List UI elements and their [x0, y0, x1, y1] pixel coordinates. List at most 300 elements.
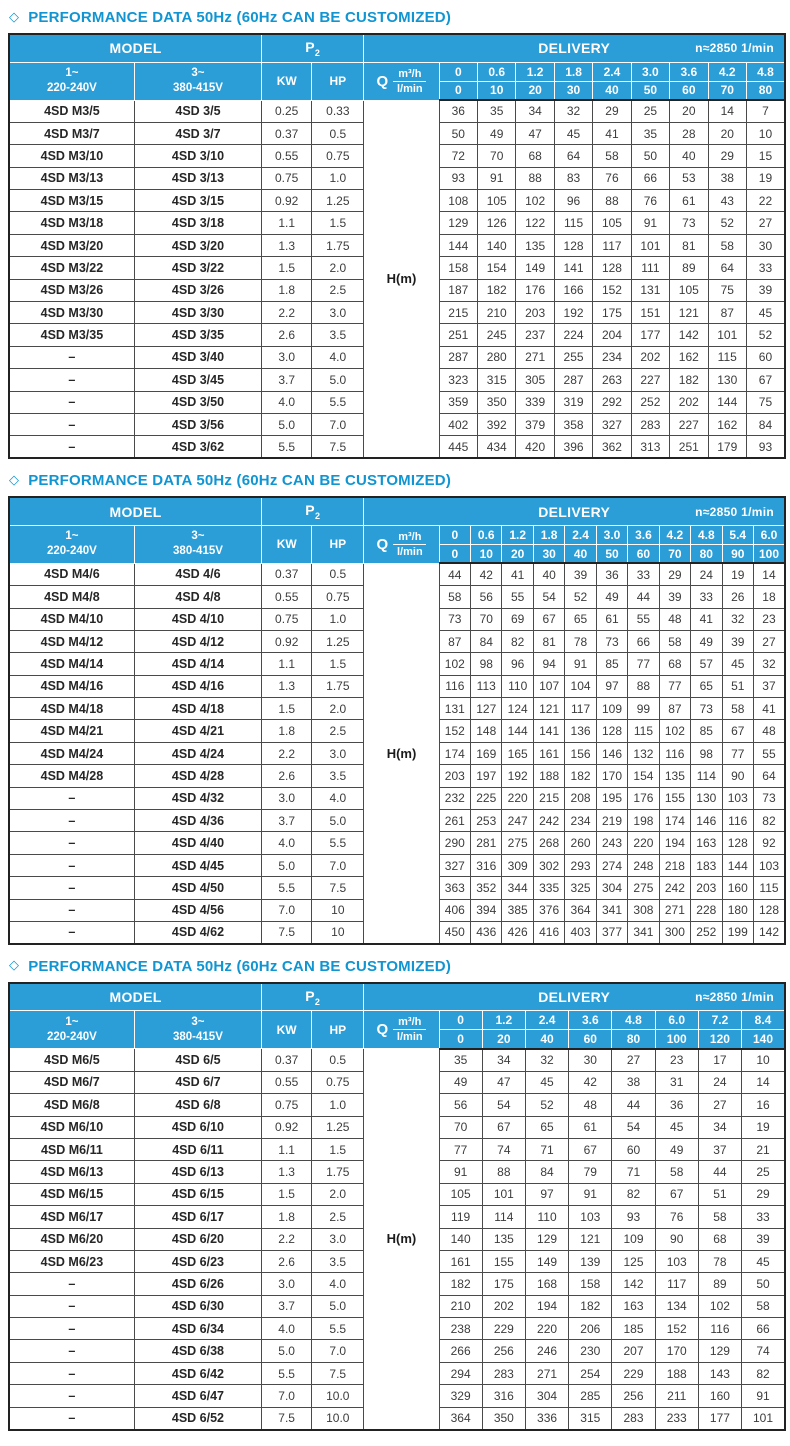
head-value-cell: 33	[746, 257, 785, 279]
flow-lmin-value: 40	[525, 1030, 568, 1049]
model-3ph-cell: 4SD 3/20	[134, 234, 261, 256]
head-value-cell: 55	[753, 742, 785, 764]
head-value-cell: 58	[698, 1206, 741, 1228]
model-1ph-cell: 4SD M3/35	[9, 324, 134, 346]
head-value-cell: 215	[439, 302, 477, 324]
head-value-cell: 121	[533, 698, 564, 720]
head-value-cell: 290	[439, 832, 470, 854]
head-value-cell: 197	[471, 765, 502, 787]
head-value-cell: 82	[502, 630, 533, 652]
head-value-cell: 260	[565, 832, 596, 854]
model-3ph-cell: 4SD 3/5	[134, 100, 261, 122]
speed-label: n≈2850 1/min	[695, 41, 774, 56]
head-value-cell: 49	[439, 1071, 482, 1093]
kw-cell: 1.3	[262, 1161, 312, 1183]
head-value-cell: 29	[593, 100, 631, 122]
head-value-cell: 103	[655, 1250, 698, 1272]
head-value-cell: 142	[670, 324, 708, 346]
section-title-text: PERFORMANCE DATA 50Hz (60Hz CAN BE CUSTOMIZED)	[28, 957, 452, 975]
head-value-cell: 33	[691, 586, 722, 608]
head-value-cell: 70	[478, 145, 516, 167]
head-value-cell: 31	[655, 1071, 698, 1093]
kw-cell: 2.2	[262, 742, 312, 764]
head-value-cell: 82	[742, 1362, 785, 1384]
model-3ph-cell: 4SD 4/36	[134, 810, 261, 832]
model-1ph-cell: 4SD M4/6	[9, 563, 134, 585]
head-value-cell: 82	[612, 1183, 655, 1205]
head-value-cell: 139	[569, 1250, 612, 1272]
head-value-cell: 58	[593, 145, 631, 167]
head-value-cell: 51	[698, 1183, 741, 1205]
kw-cell: 0.37	[262, 563, 312, 585]
head-value-cell: 54	[482, 1094, 525, 1116]
head-value-cell: 169	[471, 742, 502, 764]
model-1ph-cell: –	[9, 436, 134, 458]
head-value-cell: 122	[516, 212, 554, 234]
head-value-cell: 362	[593, 436, 631, 458]
model-header: MODEL	[9, 497, 262, 525]
flow-unit-m3h: m³/h	[393, 68, 426, 82]
model-1ph-cell: 4SD M6/17	[9, 1206, 134, 1228]
head-value-cell: 215	[533, 787, 564, 809]
model-3ph-cell: 4SD 3/30	[134, 302, 261, 324]
hp-cell: 5.0	[312, 810, 364, 832]
flow-lmin-value: 70	[659, 544, 690, 563]
head-value-cell: 52	[525, 1094, 568, 1116]
head-value-cell: 29	[659, 563, 690, 585]
head-value-cell: 102	[698, 1295, 741, 1317]
q-header	[364, 62, 439, 100]
model-3ph-cell: 4SD 6/23	[134, 1250, 261, 1272]
head-value-cell: 41	[691, 608, 722, 630]
head-value-cell: 117	[655, 1273, 698, 1295]
kw-cell: 0.55	[262, 145, 312, 167]
hp-cell: 3.5	[312, 1250, 364, 1272]
head-value-cell: 228	[691, 899, 722, 921]
head-value-cell: 99	[628, 698, 659, 720]
head-value-cell: 41	[502, 563, 533, 585]
hp-header: HP	[312, 525, 364, 563]
head-value-cell: 108	[439, 190, 477, 212]
head-value-cell: 114	[691, 765, 722, 787]
head-value-cell: 22	[746, 190, 785, 212]
model-1ph-cell: –	[9, 1295, 134, 1317]
head-value-cell: 255	[554, 346, 592, 368]
head-value-cell: 179	[708, 436, 746, 458]
q-label: Q	[376, 1021, 389, 1039]
head-value-cell: 105	[670, 279, 708, 301]
hp-cell: 7.5	[312, 436, 364, 458]
header-row-top	[9, 497, 785, 525]
hp-cell: 1.0	[312, 608, 364, 630]
head-value-cell: 126	[478, 212, 516, 234]
section-title-text: PERFORMANCE DATA 50Hz (60Hz CAN BE CUSTOMIZED)	[28, 9, 452, 26]
head-value-cell: 253	[471, 810, 502, 832]
head-value-cell: 58	[722, 698, 753, 720]
head-value-cell: 271	[659, 899, 690, 921]
head-value-cell: 29	[742, 1183, 785, 1205]
head-value-cell: 41	[753, 698, 785, 720]
head-value-cell: 105	[439, 1183, 482, 1205]
model-1ph-cell: –	[9, 899, 134, 921]
head-value-cell: 33	[742, 1206, 785, 1228]
head-value-cell: 207	[612, 1340, 655, 1362]
head-value-cell: 35	[439, 1049, 482, 1071]
model-3ph-cell: 4SD 6/7	[134, 1071, 261, 1093]
head-value-cell: 141	[533, 720, 564, 742]
flow-lmin-value: 30	[533, 544, 564, 563]
flow-m3h-value: 3.6	[569, 1011, 612, 1030]
head-value-cell: 194	[659, 832, 690, 854]
head-value-cell: 39	[659, 586, 690, 608]
head-value-cell: 53	[670, 167, 708, 189]
head-value-cell: 67	[533, 608, 564, 630]
model-3ph-cell: 4SD 4/24	[134, 742, 261, 764]
head-value-cell: 341	[596, 899, 627, 921]
kw-cell: 3.0	[262, 346, 312, 368]
flow-lmin-value: 60	[670, 81, 708, 100]
kw-cell: 3.7	[262, 810, 312, 832]
head-value-cell: 115	[708, 346, 746, 368]
head-value-cell: 192	[554, 302, 592, 324]
head-value-cell: 16	[742, 1094, 785, 1116]
head-value-cell: 84	[471, 630, 502, 652]
head-value-cell: 188	[655, 1362, 698, 1384]
kw-cell: 2.6	[262, 324, 312, 346]
head-value-cell: 293	[565, 854, 596, 876]
head-value-cell: 246	[525, 1340, 568, 1362]
head-value-cell: 102	[659, 720, 690, 742]
head-value-cell: 41	[593, 122, 631, 144]
head-value-cell: 202	[482, 1295, 525, 1317]
hp-cell: 5.5	[312, 391, 364, 413]
head-value-cell: 210	[439, 1295, 482, 1317]
head-value-cell: 28	[670, 122, 708, 144]
model-1ph-cell: 4SD M6/23	[9, 1250, 134, 1272]
head-unit-cell: H(m)	[364, 100, 439, 458]
head-value-cell: 56	[439, 1094, 482, 1116]
head-value-cell: 151	[631, 302, 669, 324]
model-3ph-cell: 4SD 3/62	[134, 436, 261, 458]
head-value-cell: 66	[628, 630, 659, 652]
head-value-cell: 175	[593, 302, 631, 324]
head-value-cell: 315	[569, 1407, 612, 1429]
head-value-cell: 274	[596, 854, 627, 876]
head-value-cell: 256	[612, 1385, 655, 1407]
head-value-cell: 248	[628, 854, 659, 876]
head-value-cell: 436	[471, 922, 502, 944]
head-value-cell: 156	[565, 742, 596, 764]
head-value-cell: 81	[670, 234, 708, 256]
model-1ph-cell: 4SD M4/12	[9, 630, 134, 652]
head-value-cell: 36	[439, 100, 477, 122]
hp-cell: 3.5	[312, 324, 364, 346]
head-value-cell: 58	[708, 234, 746, 256]
head-value-cell: 20	[708, 122, 746, 144]
head-value-cell: 27	[698, 1094, 741, 1116]
hp-cell: 5.5	[312, 832, 364, 854]
head-value-cell: 33	[628, 563, 659, 585]
head-value-cell: 300	[659, 922, 690, 944]
head-value-cell: 220	[628, 832, 659, 854]
head-value-cell: 77	[628, 653, 659, 675]
head-value-cell: 155	[482, 1250, 525, 1272]
model-3ph-cell: 4SD 6/52	[134, 1407, 261, 1429]
head-value-cell: 283	[612, 1407, 655, 1429]
model-3ph-cell: 4SD 3/7	[134, 122, 261, 144]
head-value-cell: 252	[691, 922, 722, 944]
performance-data-section	[8, 9, 786, 459]
kw-cell: 0.92	[262, 1116, 312, 1138]
head-value-cell: 261	[439, 810, 470, 832]
head-value-cell: 27	[746, 212, 785, 234]
head-value-cell: 162	[670, 346, 708, 368]
model-1ph-cell: 4SD M6/10	[9, 1116, 134, 1138]
head-value-cell: 294	[439, 1362, 482, 1384]
head-value-cell: 188	[533, 765, 564, 787]
hp-cell: 1.75	[312, 675, 364, 697]
hp-cell: 1.25	[312, 190, 364, 212]
head-value-cell: 97	[596, 675, 627, 697]
head-value-cell: 64	[753, 765, 785, 787]
hp-cell: 2.5	[312, 1206, 364, 1228]
head-value-cell: 394	[471, 899, 502, 921]
head-value-cell: 117	[565, 698, 596, 720]
model-3ph-cell: 4SD 3/26	[134, 279, 261, 301]
model-1ph-cell: –	[9, 922, 134, 944]
head-value-cell: 84	[746, 413, 785, 435]
delivery-header	[364, 497, 785, 525]
kw-header: KW	[262, 1011, 312, 1049]
head-value-cell: 65	[525, 1116, 568, 1138]
flow-m3h-value: 4.8	[691, 525, 722, 544]
head-value-cell: 275	[628, 877, 659, 899]
head-value-cell: 10	[742, 1049, 785, 1071]
model-1ph-cell: –	[9, 391, 134, 413]
hp-cell: 10	[312, 899, 364, 921]
head-value-cell: 111	[631, 257, 669, 279]
kw-cell: 1.1	[262, 1138, 312, 1160]
head-value-cell: 72	[439, 145, 477, 167]
q-label: Q	[376, 72, 389, 90]
head-value-cell: 44	[439, 563, 470, 585]
head-value-cell: 285	[569, 1385, 612, 1407]
head-value-cell: 406	[439, 899, 470, 921]
hp-cell: 0.5	[312, 1049, 364, 1071]
flow-m3h-value: 0.6	[478, 62, 516, 81]
head-value-cell: 44	[612, 1094, 655, 1116]
model-header: MODEL	[9, 34, 262, 62]
head-value-cell: 45	[525, 1071, 568, 1093]
head-value-cell: 158	[569, 1273, 612, 1295]
head-value-cell: 45	[655, 1116, 698, 1138]
head-value-cell: 403	[565, 922, 596, 944]
head-value-cell: 287	[554, 369, 592, 391]
head-value-cell: 24	[698, 1071, 741, 1093]
head-value-cell: 127	[471, 698, 502, 720]
delivery-header	[364, 34, 785, 62]
head-value-cell: 17	[698, 1049, 741, 1071]
flow-m3h-value: 1.8	[533, 525, 564, 544]
kw-cell: 1.5	[262, 1183, 312, 1205]
head-value-cell: 152	[655, 1318, 698, 1340]
head-value-cell: 43	[708, 190, 746, 212]
head-value-cell: 91	[439, 1161, 482, 1183]
head-value-cell: 206	[569, 1318, 612, 1340]
performance-table	[8, 982, 786, 1431]
head-value-cell: 15	[746, 145, 785, 167]
section-title	[9, 9, 786, 26]
hp-cell: 5.5	[312, 1318, 364, 1340]
head-value-cell: 194	[525, 1295, 568, 1317]
head-value-cell: 117	[593, 234, 631, 256]
head-value-cell: 94	[533, 653, 564, 675]
performance-data-section	[8, 958, 786, 1431]
head-value-cell: 66	[631, 167, 669, 189]
kw-cell: 3.0	[262, 787, 312, 809]
head-value-cell: 76	[631, 190, 669, 212]
hp-cell: 4.0	[312, 1273, 364, 1295]
head-value-cell: 68	[516, 145, 554, 167]
head-value-cell: 266	[439, 1340, 482, 1362]
head-value-cell: 110	[502, 675, 533, 697]
head-value-cell: 176	[628, 787, 659, 809]
head-value-cell: 66	[742, 1318, 785, 1340]
head-value-cell: 182	[565, 765, 596, 787]
phase-3-header: 3~ 380-415V	[134, 1011, 261, 1049]
hp-header: HP	[312, 62, 364, 100]
kw-cell: 5.5	[262, 877, 312, 899]
head-value-cell: 68	[659, 653, 690, 675]
head-value-cell: 283	[482, 1362, 525, 1384]
head-value-cell: 392	[478, 413, 516, 435]
flow-unit-m3h: m³/h	[393, 531, 426, 545]
head-value-cell: 103	[569, 1206, 612, 1228]
head-value-cell: 304	[596, 877, 627, 899]
flow-m3h-value: 3.6	[670, 62, 708, 81]
head-value-cell: 57	[691, 653, 722, 675]
flow-lmin-value: 60	[628, 544, 659, 563]
hp-cell: 10	[312, 922, 364, 944]
kw-cell: 7.0	[262, 1385, 312, 1407]
head-value-cell: 49	[691, 630, 722, 652]
kw-cell: 0.37	[262, 122, 312, 144]
head-value-cell: 131	[631, 279, 669, 301]
head-value-cell: 160	[722, 877, 753, 899]
performance-data-section	[8, 472, 786, 945]
head-value-cell: 208	[565, 787, 596, 809]
model-3ph-cell: 4SD 6/20	[134, 1228, 261, 1250]
head-value-cell: 187	[439, 279, 477, 301]
head-value-cell: 47	[516, 122, 554, 144]
head-value-cell: 14	[708, 100, 746, 122]
head-value-cell: 88	[516, 167, 554, 189]
head-value-cell: 77	[722, 742, 753, 764]
head-value-cell: 101	[631, 234, 669, 256]
head-value-cell: 96	[554, 190, 592, 212]
model-3ph-cell: 4SD 6/5	[134, 1049, 261, 1071]
model-3ph-cell: 4SD 6/26	[134, 1273, 261, 1295]
kw-cell: 0.37	[262, 1049, 312, 1071]
head-value-cell: 35	[631, 122, 669, 144]
head-value-cell: 229	[482, 1318, 525, 1340]
model-1ph-cell: 4SD M4/14	[9, 653, 134, 675]
hp-cell: 2.5	[312, 720, 364, 742]
kw-cell: 2.2	[262, 302, 312, 324]
model-1ph-cell: –	[9, 369, 134, 391]
head-value-cell: 77	[439, 1138, 482, 1160]
flow-unit-m3h: m³/h	[393, 1016, 426, 1030]
head-value-cell: 114	[482, 1206, 525, 1228]
head-value-cell: 83	[554, 167, 592, 189]
head-value-cell: 271	[516, 346, 554, 368]
head-value-cell: 165	[502, 742, 533, 764]
hp-cell: 0.5	[312, 563, 364, 585]
model-3ph-cell: 4SD 4/10	[134, 608, 261, 630]
flow-lmin-value: 40	[593, 81, 631, 100]
phase-3-header: 3~ 380-415V	[134, 525, 261, 563]
head-value-cell: 180	[722, 899, 753, 921]
head-value-cell: 195	[596, 787, 627, 809]
flow-lmin-value: 80	[691, 544, 722, 563]
head-value-cell: 158	[439, 257, 477, 279]
hp-cell: 0.33	[312, 100, 364, 122]
head-value-cell: 175	[482, 1273, 525, 1295]
head-value-cell: 44	[628, 586, 659, 608]
head-value-cell: 75	[746, 391, 785, 413]
head-value-cell: 237	[516, 324, 554, 346]
head-value-cell: 166	[554, 279, 592, 301]
table-row	[9, 100, 785, 122]
head-value-cell: 176	[516, 279, 554, 301]
head-value-cell: 115	[554, 212, 592, 234]
head-value-cell: 58	[742, 1295, 785, 1317]
diamond-icon: ◇	[9, 471, 20, 487]
head-value-cell: 161	[439, 1250, 482, 1272]
head-value-cell: 71	[612, 1161, 655, 1183]
head-value-cell: 27	[612, 1049, 655, 1071]
flow-lmin-value: 100	[655, 1030, 698, 1049]
model-1ph-cell: –	[9, 1318, 134, 1340]
head-value-cell: 73	[670, 212, 708, 234]
head-value-cell: 27	[753, 630, 785, 652]
head-value-cell: 19	[746, 167, 785, 189]
head-value-cell: 104	[565, 675, 596, 697]
head-value-cell: 55	[628, 608, 659, 630]
flow-m3h-value: 0	[439, 62, 477, 81]
head-value-cell: 143	[698, 1362, 741, 1384]
flow-m3h-value: 6.0	[655, 1011, 698, 1030]
model-header: MODEL	[9, 983, 262, 1011]
flow-m3h-value: 8.4	[742, 1011, 785, 1030]
flow-m3h-value: 2.4	[593, 62, 631, 81]
head-value-cell: 192	[502, 765, 533, 787]
head-value-cell: 116	[439, 675, 470, 697]
head-value-cell: 242	[533, 810, 564, 832]
head-value-cell: 358	[554, 413, 592, 435]
model-3ph-cell: 4SD 6/15	[134, 1183, 261, 1205]
head-value-cell: 308	[628, 899, 659, 921]
head-value-cell: 220	[525, 1318, 568, 1340]
flow-lmin-value: 40	[565, 544, 596, 563]
model-1ph-cell: 4SD M3/7	[9, 122, 134, 144]
head-value-cell: 70	[471, 608, 502, 630]
flow-lmin-value: 20	[482, 1030, 525, 1049]
head-value-cell: 90	[655, 1228, 698, 1250]
head-value-cell: 75	[708, 279, 746, 301]
flow-lmin-value: 80	[746, 81, 785, 100]
head-value-cell: 144	[722, 854, 753, 876]
